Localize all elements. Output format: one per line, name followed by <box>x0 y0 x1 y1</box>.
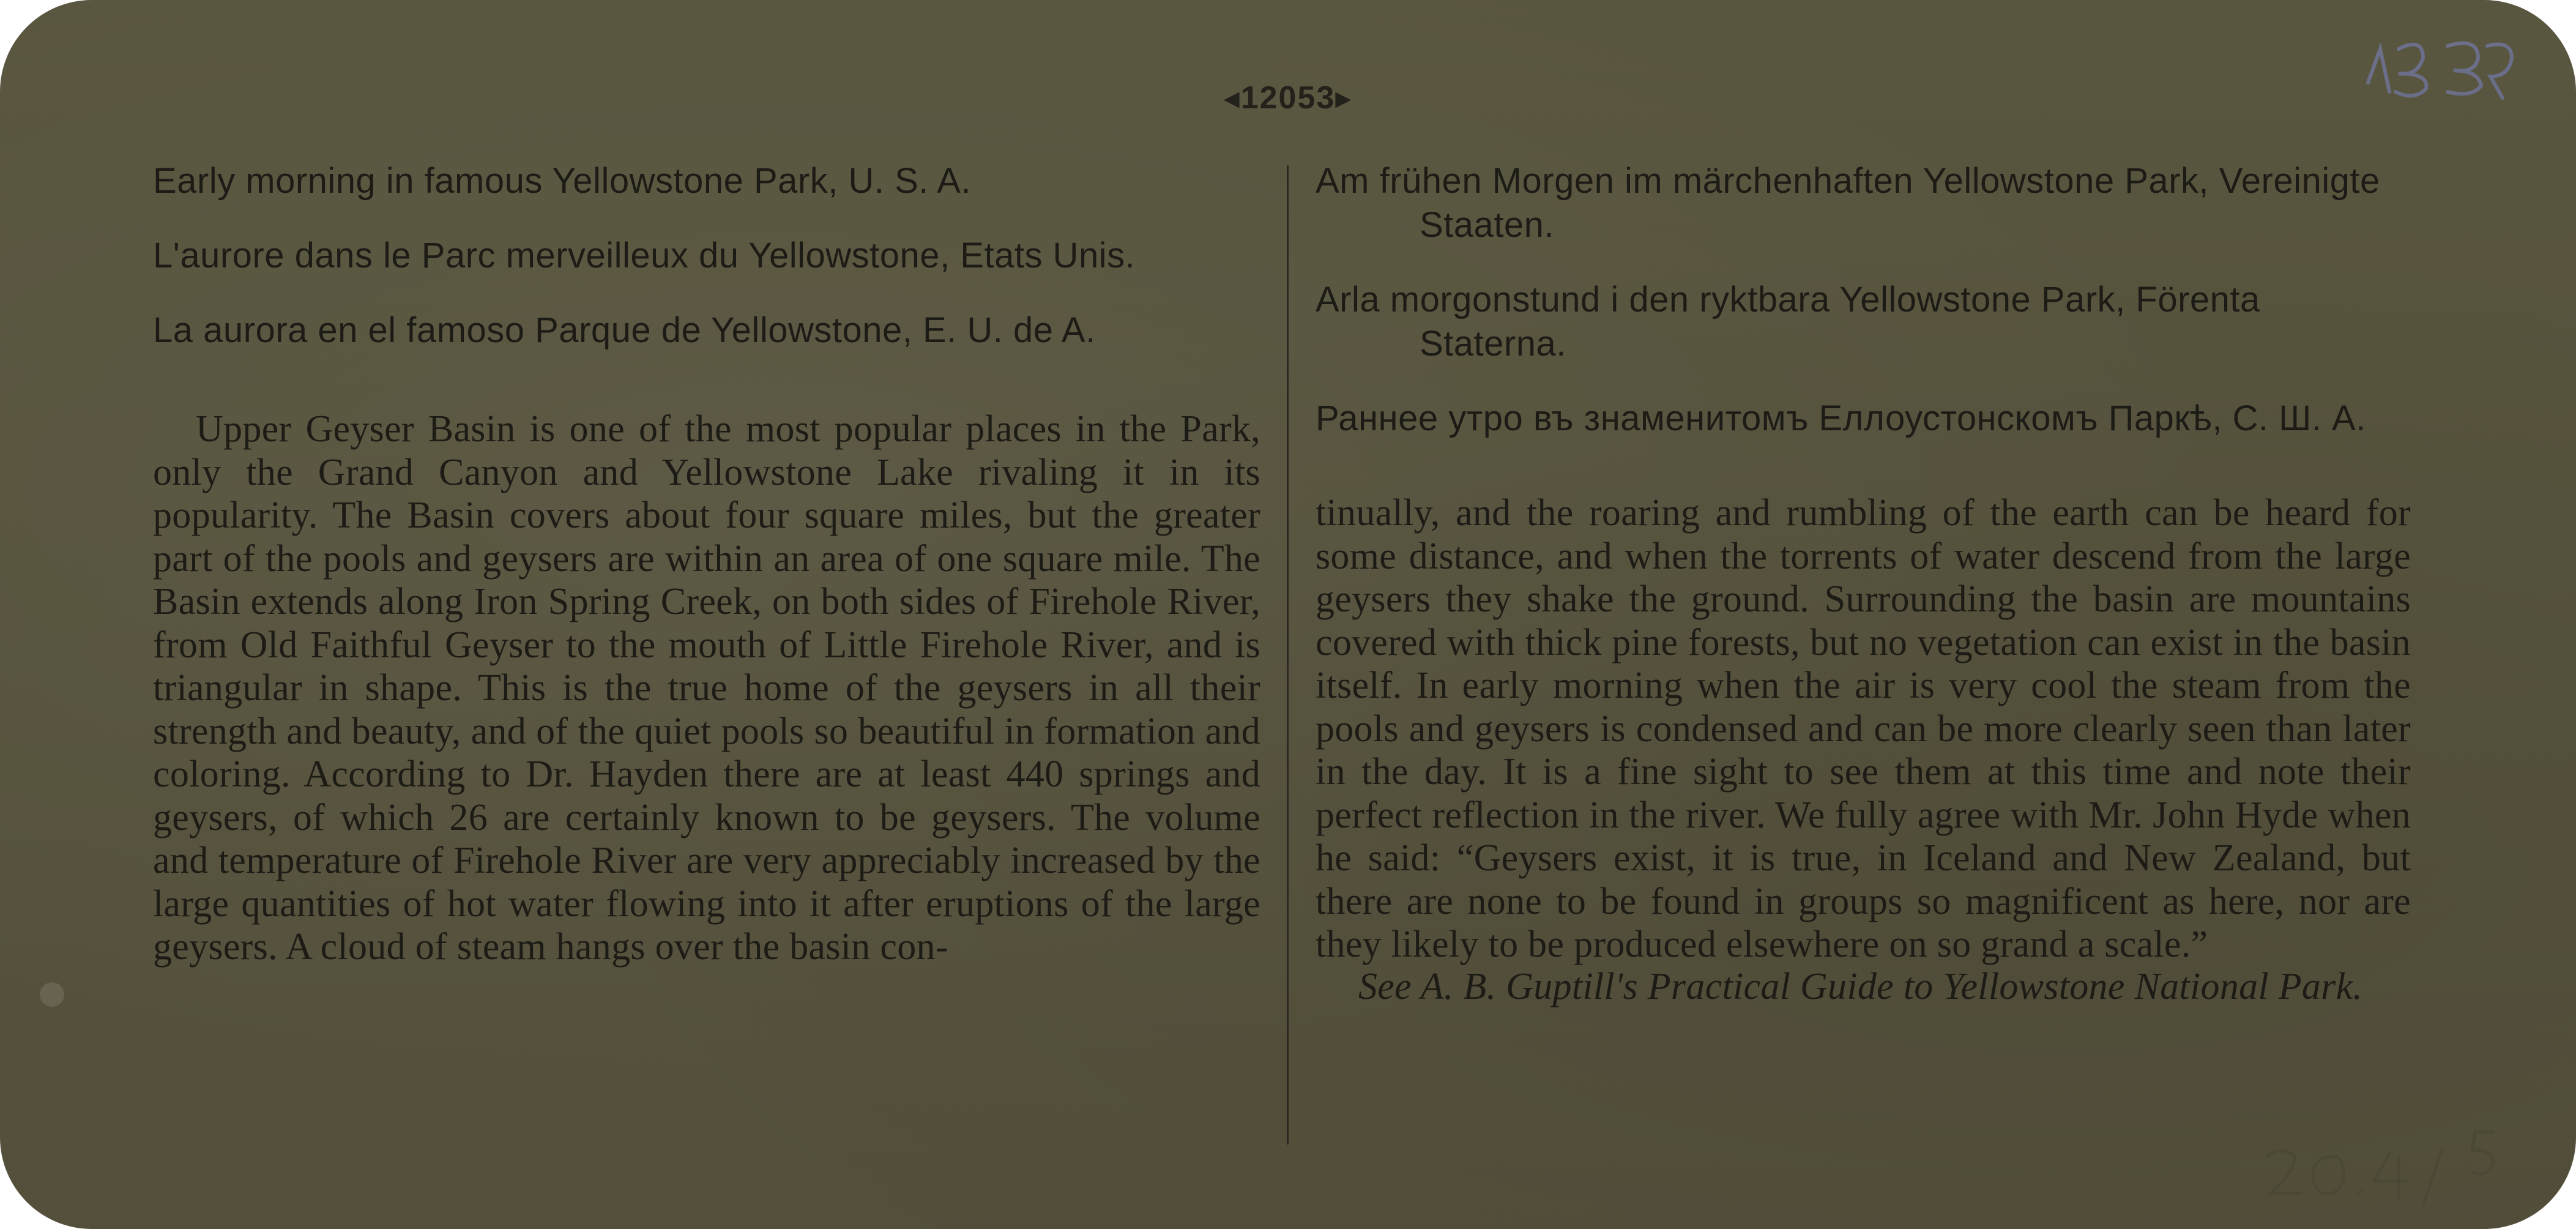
caption-french: L'aurore dans le Parc merveilleux du Yellowstone, Etats Unis. <box>153 236 1136 275</box>
catalog-number: ◂12053▸ <box>1223 80 1353 116</box>
caption-swedish: Arla morgonstund i den ryktbara Yellowstone Park, Förenta Staterna. <box>1316 280 2260 364</box>
caption-spanish: La aurora en el famoso Parque de Yellowstone, E. U. de A. <box>153 310 1096 350</box>
description-right: tinually, and the roaring and rumbling of the earth can be heard for some distance, and when the torrents of water descend from the large geysers they shake the ground. Surrounding the basin are mountains covered with thick pine forests, but no vegetation can exist in the basin itself. In early morning when the air is very cool the steam from the pools and geysers is condensed and can be more clearly seen than later in the day. It is a fine sight to see them at this time and note their perfect reflection in the river. We fully agree with Mr. John Hyde when he said: “Geysers exist, it is true, in Iceland and New Zealand, but there are none to be found in groups so magnificent as here, nor are they likely to be produced elsewhere on so grand a scale.” <box>1316 492 2411 965</box>
right-column <box>1316 159 2411 1007</box>
citation: See A. B. Guptill's Practical Guide to Yellowstone National Park. <box>1358 965 2363 1007</box>
column-divider <box>1287 165 1289 1145</box>
edge-stain <box>40 982 64 1007</box>
left-column <box>153 159 1260 969</box>
caption-russian: Раннее утро въ знаменитомъ Еллоустонскомъ Паркѣ, С. Ш. А. <box>1316 398 2366 438</box>
handwritten-number-top-right <box>2356 24 2521 104</box>
handwritten-inventory-number <box>2258 1120 2515 1212</box>
description-left: Upper Geyser Basin is one of the most popular places in the Park, only the Grand Canyon and Yellowstone Lake rivaling it in its popularity. The Basin covers about four square miles, but the greater part of the pools and geysers are within an area of one square mile. The Basin extends along Iron Spring Creek, on both sides of Firehole River, from Old Faithful Geyser to the mouth of Little Firehole River, and is triangular in shape. This is the true home of the geysers in all their strength and beauty, and of the quiet pools so beautiful in formation and coloring. According to Dr. Hayden there are at least 440 springs and geysers, of which 26 are certainly known to be geysers. The volume and temperature of Firehole River are very appreciably increased by the large quantities of hot water flowing into it after eruptions of the large geysers. A cloud of steam hangs over the basin con- <box>153 408 1260 968</box>
caption-english: Early morning in famous Yellowstone Park, U. S. A. <box>153 161 972 201</box>
caption-german: Am frühen Morgen im märchenhaften Yellowstone Park, Vereinigte Staaten. <box>1316 161 2380 245</box>
